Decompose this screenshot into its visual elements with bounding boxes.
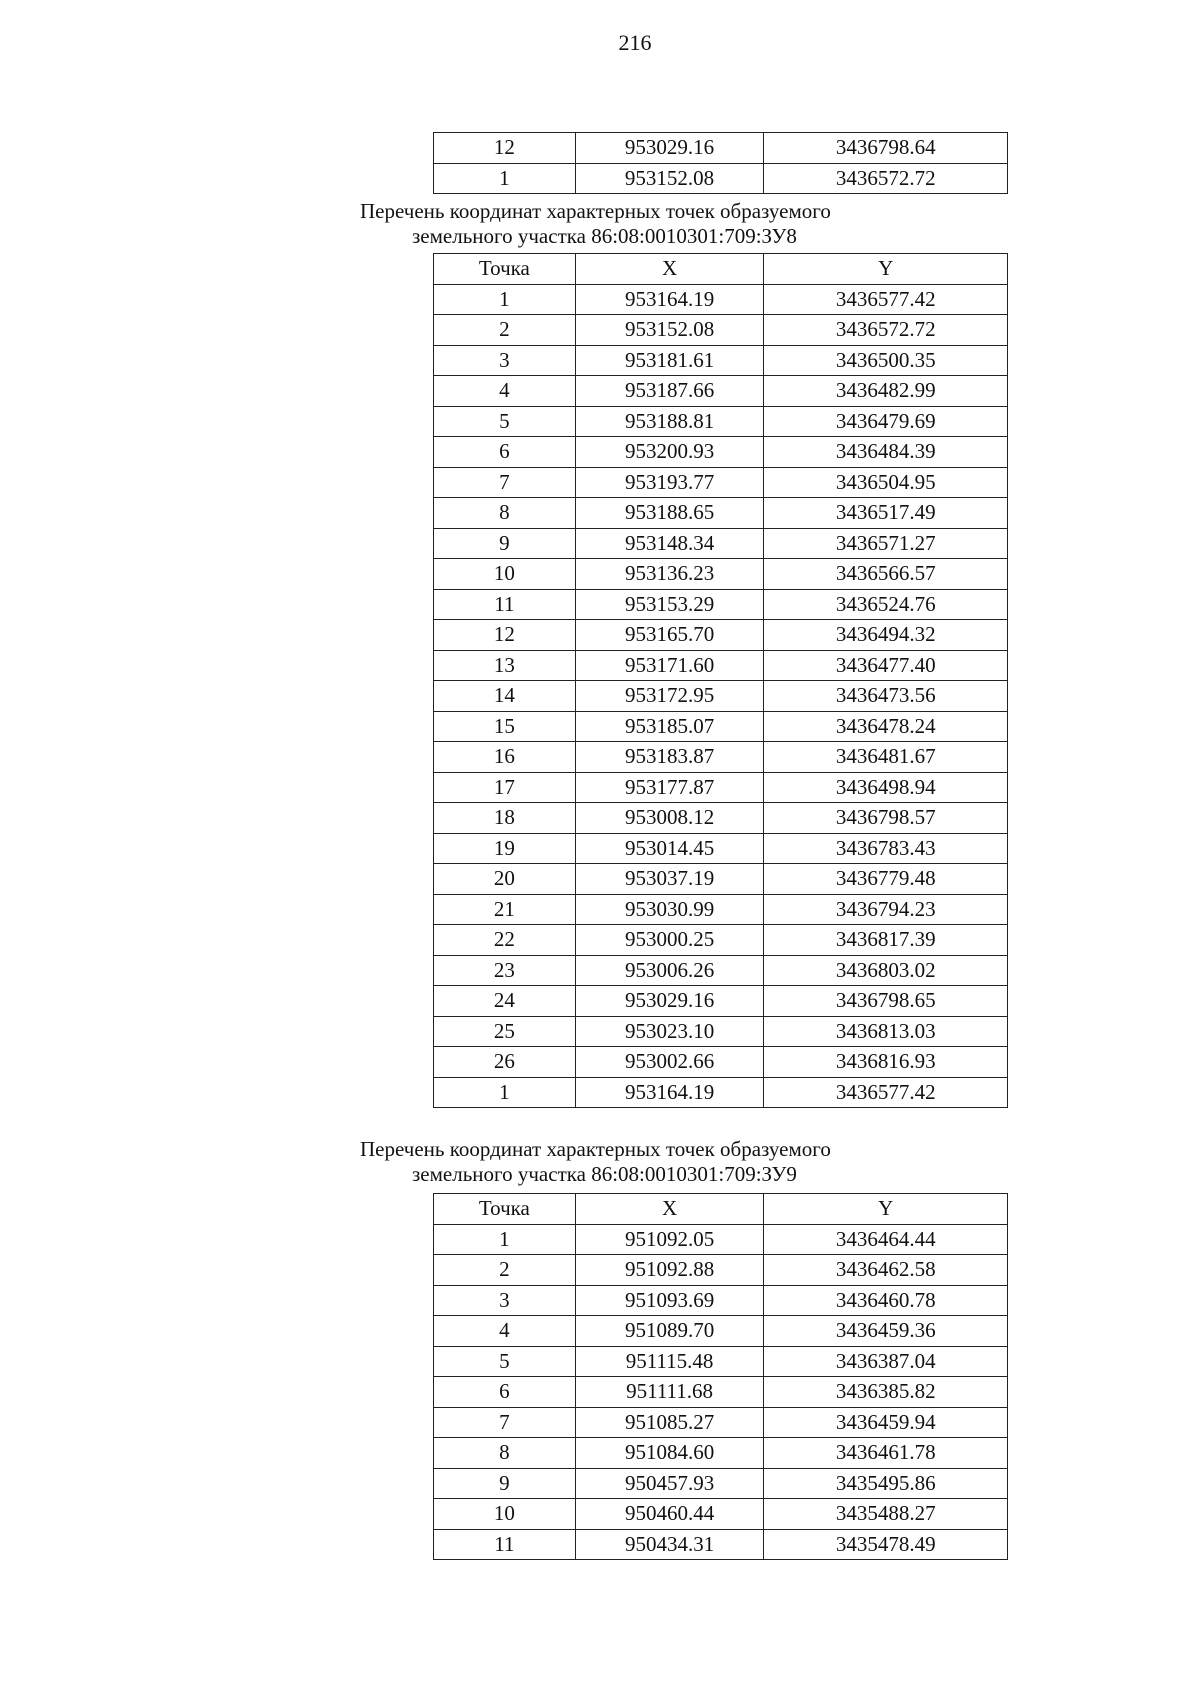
point-number-cell: 7 <box>434 467 576 498</box>
y-coordinate-cell: 3436798.57 <box>764 803 1008 834</box>
y-coordinate-cell: 3436813.03 <box>764 1016 1008 1047</box>
x-coordinate-cell: 953171.60 <box>575 650 764 681</box>
table-row <box>434 528 1008 559</box>
table-row <box>434 894 1008 925</box>
point-number-cell: 6 <box>434 1377 576 1408</box>
table-row <box>434 742 1008 773</box>
section-caption-zu9 <box>360 1137 831 1187</box>
x-coordinate-cell: 950460.44 <box>575 1499 764 1530</box>
table-row <box>434 925 1008 956</box>
table-row <box>434 559 1008 590</box>
table-row <box>434 620 1008 651</box>
table-row <box>434 1224 1008 1255</box>
column-header-y: Y <box>764 254 1008 285</box>
x-coordinate-cell: 953152.08 <box>575 315 764 346</box>
table-row <box>434 864 1008 895</box>
point-number-cell: 2 <box>434 1255 576 1286</box>
column-header-y: Y <box>764 1194 1008 1225</box>
point-number-cell: 12 <box>434 620 576 651</box>
table-row <box>434 772 1008 803</box>
y-coordinate-cell: 3436478.24 <box>764 711 1008 742</box>
point-number-cell: 7 <box>434 1407 576 1438</box>
x-coordinate-cell: 953023.10 <box>575 1016 764 1047</box>
x-coordinate-cell: 953183.87 <box>575 742 764 773</box>
y-coordinate-cell: 3436500.35 <box>764 345 1008 376</box>
table-row <box>434 589 1008 620</box>
y-coordinate-cell: 3436482.99 <box>764 376 1008 407</box>
x-coordinate-cell: 953188.81 <box>575 406 764 437</box>
point-number-cell: 19 <box>434 833 576 864</box>
point-number-cell: 12 <box>434 133 576 164</box>
caption-line-2: земельного участка 86:08:0010301:709:ЗУ8 <box>412 224 797 248</box>
y-coordinate-cell: 3436798.64 <box>764 133 1008 164</box>
table-row <box>434 284 1008 315</box>
x-coordinate-cell: 951085.27 <box>575 1407 764 1438</box>
table-row <box>434 133 1008 164</box>
x-coordinate-cell: 953029.16 <box>575 986 764 1017</box>
point-number-cell: 6 <box>434 437 576 468</box>
point-number-cell: 3 <box>434 345 576 376</box>
table-row <box>434 1316 1008 1347</box>
x-coordinate-cell: 951093.69 <box>575 1285 764 1316</box>
x-coordinate-cell: 951092.05 <box>575 1224 764 1255</box>
table-row <box>434 163 1008 194</box>
y-coordinate-cell: 3436498.94 <box>764 772 1008 803</box>
point-number-cell: 10 <box>434 559 576 590</box>
table-row <box>434 1255 1008 1286</box>
point-number-cell: 14 <box>434 681 576 712</box>
y-coordinate-cell: 3436477.40 <box>764 650 1008 681</box>
x-coordinate-cell: 953006.26 <box>575 955 764 986</box>
table-row <box>434 1285 1008 1316</box>
y-coordinate-cell: 3436473.56 <box>764 681 1008 712</box>
column-header-point: Точка <box>434 254 576 285</box>
table-row <box>434 1047 1008 1078</box>
point-number-cell: 22 <box>434 925 576 956</box>
y-coordinate-cell: 3436461.78 <box>764 1438 1008 1469</box>
x-coordinate-cell: 953164.19 <box>575 1077 764 1108</box>
point-number-cell: 9 <box>434 1468 576 1499</box>
table-row <box>434 1438 1008 1469</box>
table-row <box>434 315 1008 346</box>
table-row <box>434 803 1008 834</box>
table-row <box>434 986 1008 1017</box>
point-number-cell: 5 <box>434 1346 576 1377</box>
table-row <box>434 437 1008 468</box>
y-coordinate-cell: 3435495.86 <box>764 1468 1008 1499</box>
point-number-cell: 15 <box>434 711 576 742</box>
y-coordinate-cell: 3436803.02 <box>764 955 1008 986</box>
point-number-cell: 1 <box>434 284 576 315</box>
point-number-cell: 23 <box>434 955 576 986</box>
y-coordinate-cell: 3436479.69 <box>764 406 1008 437</box>
point-number-cell: 25 <box>434 1016 576 1047</box>
table-row <box>434 406 1008 437</box>
y-coordinate-cell: 3435488.27 <box>764 1499 1008 1530</box>
point-number-cell: 2 <box>434 315 576 346</box>
x-coordinate-cell: 951089.70 <box>575 1316 764 1347</box>
coordinates-table-zu8 <box>433 253 1008 1108</box>
point-number-cell: 1 <box>434 1077 576 1108</box>
x-coordinate-cell: 953185.07 <box>575 711 764 742</box>
table-row <box>434 1499 1008 1530</box>
x-coordinate-cell: 953181.61 <box>575 345 764 376</box>
y-coordinate-cell: 3436816.93 <box>764 1047 1008 1078</box>
y-coordinate-cell: 3436460.78 <box>764 1285 1008 1316</box>
point-number-cell: 4 <box>434 376 576 407</box>
table-row <box>434 681 1008 712</box>
table-row <box>434 376 1008 407</box>
table-row <box>434 1529 1008 1560</box>
y-coordinate-cell: 3436504.95 <box>764 467 1008 498</box>
coordinates-table-continuation <box>433 132 1008 194</box>
y-coordinate-cell: 3436566.57 <box>764 559 1008 590</box>
table-row <box>434 955 1008 986</box>
y-coordinate-cell: 3436464.44 <box>764 1224 1008 1255</box>
point-number-cell: 11 <box>434 1529 576 1560</box>
table-row <box>434 345 1008 376</box>
x-coordinate-cell: 953136.23 <box>575 559 764 590</box>
point-number-cell: 26 <box>434 1047 576 1078</box>
table-row <box>434 1377 1008 1408</box>
y-coordinate-cell: 3436779.48 <box>764 864 1008 895</box>
y-coordinate-cell: 3436524.76 <box>764 589 1008 620</box>
y-coordinate-cell: 3436459.94 <box>764 1407 1008 1438</box>
caption-line-2: земельного участка 86:08:0010301:709:ЗУ9 <box>412 1162 797 1186</box>
page-number: 216 <box>618 30 652 55</box>
y-coordinate-cell: 3436572.72 <box>764 315 1008 346</box>
point-number-cell: 5 <box>434 406 576 437</box>
x-coordinate-cell: 951084.60 <box>575 1438 764 1469</box>
y-coordinate-cell: 3436494.32 <box>764 620 1008 651</box>
table-row <box>434 467 1008 498</box>
x-coordinate-cell: 953153.29 <box>575 589 764 620</box>
y-coordinate-cell: 3436783.43 <box>764 833 1008 864</box>
x-coordinate-cell: 953000.25 <box>575 925 764 956</box>
column-header-x: X <box>575 254 764 285</box>
table-row <box>434 1407 1008 1438</box>
y-coordinate-cell: 3436517.49 <box>764 498 1008 529</box>
x-coordinate-cell: 953188.65 <box>575 498 764 529</box>
x-coordinate-cell: 953172.95 <box>575 681 764 712</box>
point-number-cell: 3 <box>434 1285 576 1316</box>
x-coordinate-cell: 953014.45 <box>575 833 764 864</box>
x-coordinate-cell: 953002.66 <box>575 1047 764 1078</box>
point-number-cell: 10 <box>434 1499 576 1530</box>
column-header-point: Точка <box>434 1194 576 1225</box>
x-coordinate-cell: 953008.12 <box>575 803 764 834</box>
x-coordinate-cell: 953037.19 <box>575 864 764 895</box>
x-coordinate-cell: 953200.93 <box>575 437 764 468</box>
y-coordinate-cell: 3436484.39 <box>764 437 1008 468</box>
x-coordinate-cell: 953152.08 <box>575 163 764 194</box>
point-number-cell: 1 <box>434 163 576 194</box>
point-number-cell: 11 <box>434 589 576 620</box>
point-number-cell: 18 <box>434 803 576 834</box>
y-coordinate-cell: 3436462.58 <box>764 1255 1008 1286</box>
table-row <box>434 833 1008 864</box>
table-row <box>434 498 1008 529</box>
y-coordinate-cell: 3435478.49 <box>764 1529 1008 1560</box>
point-number-cell: 16 <box>434 742 576 773</box>
x-coordinate-cell: 950434.31 <box>575 1529 764 1560</box>
y-coordinate-cell: 3436571.27 <box>764 528 1008 559</box>
point-number-cell: 8 <box>434 498 576 529</box>
table-row <box>434 1077 1008 1108</box>
table-row <box>434 711 1008 742</box>
x-coordinate-cell: 953030.99 <box>575 894 764 925</box>
x-coordinate-cell: 951092.88 <box>575 1255 764 1286</box>
y-coordinate-cell: 3436577.42 <box>764 1077 1008 1108</box>
y-coordinate-cell: 3436577.42 <box>764 284 1008 315</box>
point-number-cell: 4 <box>434 1316 576 1347</box>
point-number-cell: 17 <box>434 772 576 803</box>
y-coordinate-cell: 3436481.67 <box>764 742 1008 773</box>
x-coordinate-cell: 953164.19 <box>575 284 764 315</box>
point-number-cell: 9 <box>434 528 576 559</box>
y-coordinate-cell: 3436798.65 <box>764 986 1008 1017</box>
point-number-cell: 24 <box>434 986 576 1017</box>
point-number-cell: 8 <box>434 1438 576 1469</box>
point-number-cell: 21 <box>434 894 576 925</box>
caption-line-1: Перечень координат характерных точек образуемого <box>360 1137 831 1161</box>
x-coordinate-cell: 950457.93 <box>575 1468 764 1499</box>
x-coordinate-cell: 953193.77 <box>575 467 764 498</box>
x-coordinate-cell: 953177.87 <box>575 772 764 803</box>
point-number-cell: 20 <box>434 864 576 895</box>
section-caption-zu8 <box>360 199 831 249</box>
table-row <box>434 1016 1008 1047</box>
y-coordinate-cell: 3436459.36 <box>764 1316 1008 1347</box>
table-header-row <box>434 1194 1008 1225</box>
y-coordinate-cell: 3436387.04 <box>764 1346 1008 1377</box>
caption-line-1: Перечень координат характерных точек образуемого <box>360 199 831 223</box>
table-row <box>434 650 1008 681</box>
point-number-cell: 13 <box>434 650 576 681</box>
x-coordinate-cell: 951115.48 <box>575 1346 764 1377</box>
point-number-cell: 1 <box>434 1224 576 1255</box>
x-coordinate-cell: 951111.68 <box>575 1377 764 1408</box>
x-coordinate-cell: 953165.70 <box>575 620 764 651</box>
y-coordinate-cell: 3436817.39 <box>764 925 1008 956</box>
y-coordinate-cell: 3436794.23 <box>764 894 1008 925</box>
y-coordinate-cell: 3436572.72 <box>764 163 1008 194</box>
table-row <box>434 1468 1008 1499</box>
y-coordinate-cell: 3436385.82 <box>764 1377 1008 1408</box>
x-coordinate-cell: 953148.34 <box>575 528 764 559</box>
x-coordinate-cell: 953029.16 <box>575 133 764 164</box>
x-coordinate-cell: 953187.66 <box>575 376 764 407</box>
table-header-row <box>434 254 1008 285</box>
coordinates-table-zu9 <box>433 1193 1008 1560</box>
table-row <box>434 1346 1008 1377</box>
column-header-x: X <box>575 1194 764 1225</box>
